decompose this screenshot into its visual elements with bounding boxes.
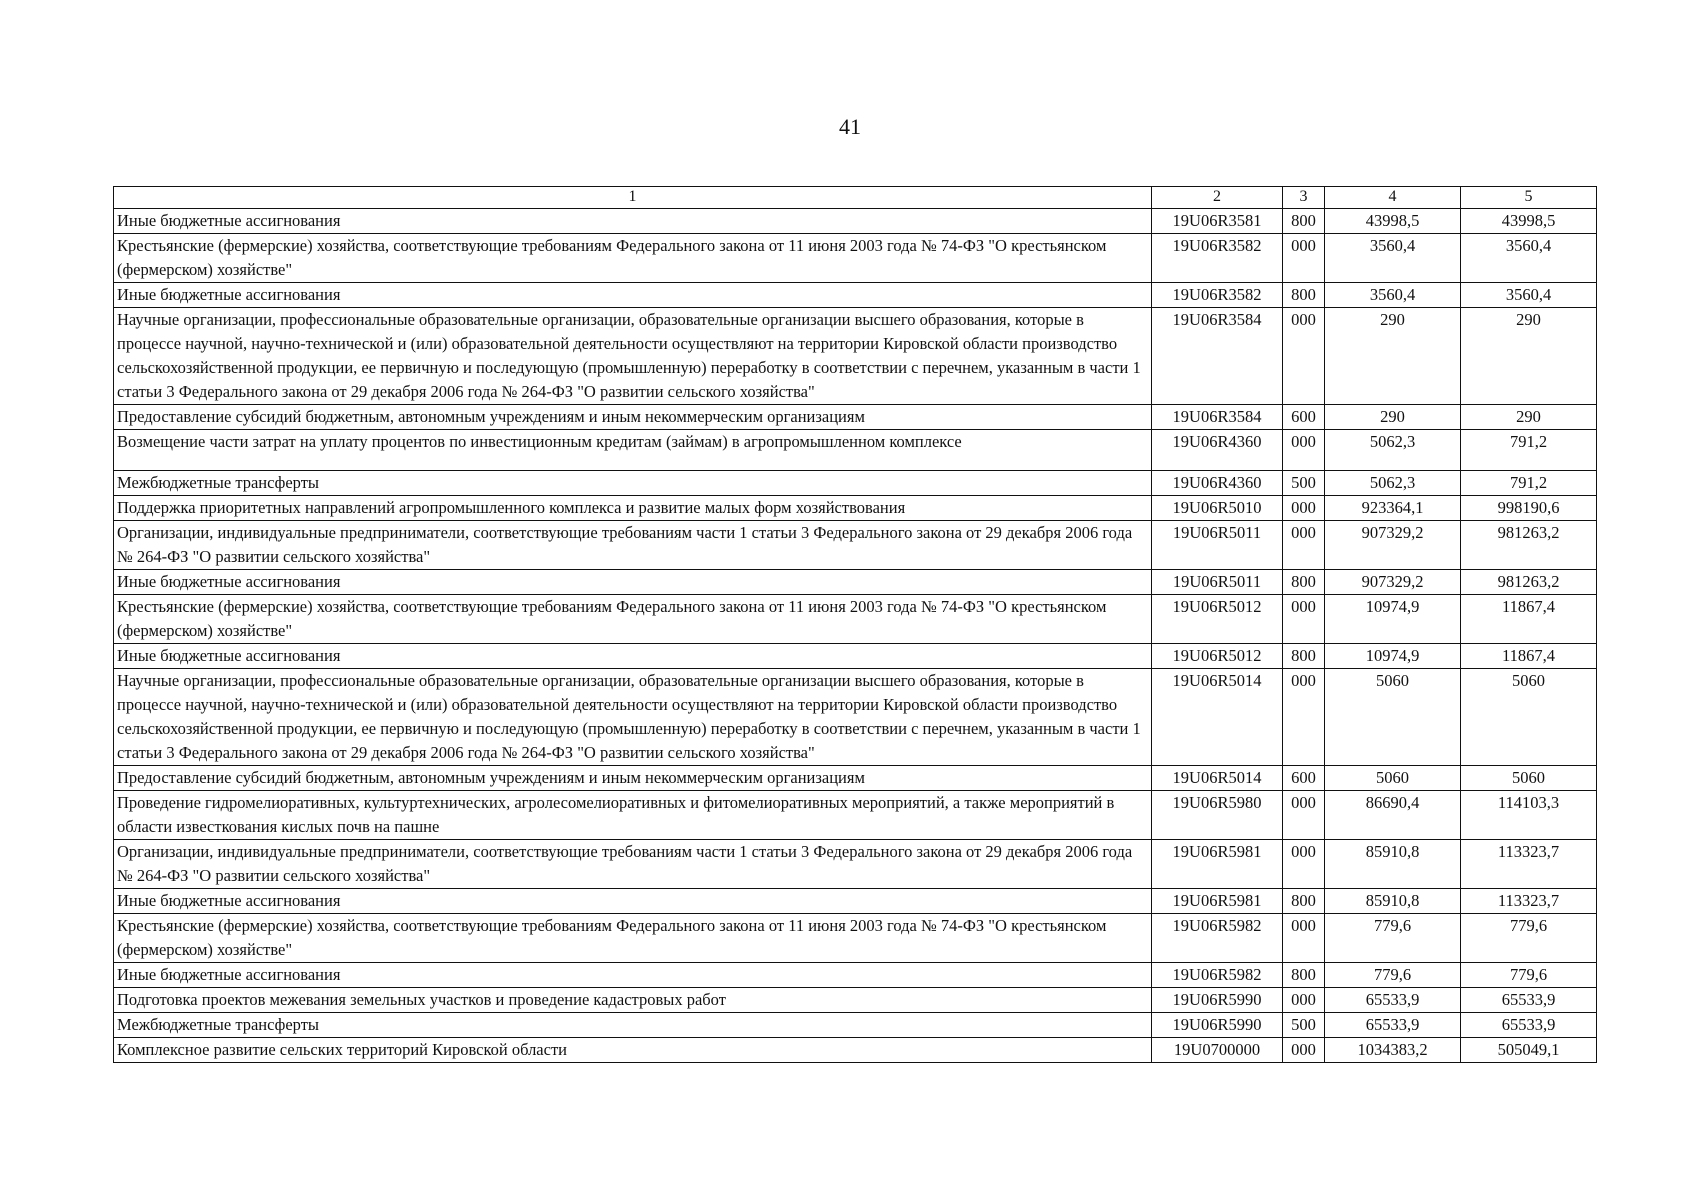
row-value-1: 65533,9 bbox=[1325, 1013, 1461, 1038]
row-name: Крестьянские (фермерские) хозяйства, соответствующие требованиям Федерального закона от 11 июня 2003 года № 74-ФЗ "О крестьянском (фермерском) хозяйстве" bbox=[114, 914, 1152, 963]
row-value-2: 11867,4 bbox=[1461, 595, 1597, 644]
row-name: Поддержка приоритетных направлений агропромышленного комплекса и развитие малых форм хозяйствования bbox=[114, 496, 1152, 521]
row-value-2: 3560,4 bbox=[1461, 234, 1597, 283]
row-name: Возмещение части затрат на уплату процентов по инвестиционным кредитам (займам) в агропромышленном комплексе bbox=[114, 430, 1152, 471]
row-value-1: 5062,3 bbox=[1325, 471, 1461, 496]
row-value-1: 1034383,2 bbox=[1325, 1038, 1461, 1063]
row-code: 19U06R5982 bbox=[1152, 963, 1283, 988]
row-value-1: 779,6 bbox=[1325, 963, 1461, 988]
row-value-2: 65533,9 bbox=[1461, 1013, 1597, 1038]
row-value-2: 3560,4 bbox=[1461, 283, 1597, 308]
row-name: Межбюджетные трансферты bbox=[114, 1013, 1152, 1038]
row-value-1: 907329,2 bbox=[1325, 570, 1461, 595]
row-value-1: 5060 bbox=[1325, 669, 1461, 766]
row-type: 000 bbox=[1283, 840, 1325, 889]
row-code: 19U06R3584 bbox=[1152, 308, 1283, 405]
row-type: 000 bbox=[1283, 988, 1325, 1013]
table-row bbox=[114, 889, 1597, 914]
row-type: 000 bbox=[1283, 308, 1325, 405]
row-value-1: 5062,3 bbox=[1325, 430, 1461, 471]
table-row bbox=[114, 1013, 1597, 1038]
header-col-2: 2 bbox=[1152, 187, 1283, 209]
row-value-1: 3560,4 bbox=[1325, 234, 1461, 283]
table-row bbox=[114, 644, 1597, 669]
table-row bbox=[114, 283, 1597, 308]
table-row bbox=[114, 669, 1597, 766]
row-value-1: 907329,2 bbox=[1325, 521, 1461, 570]
row-type: 800 bbox=[1283, 283, 1325, 308]
row-value-1: 5060 bbox=[1325, 766, 1461, 791]
table-row bbox=[114, 471, 1597, 496]
table-row bbox=[114, 234, 1597, 283]
header-col-3: 3 bbox=[1283, 187, 1325, 209]
row-code: 19U06R3584 bbox=[1152, 405, 1283, 430]
row-type: 800 bbox=[1283, 644, 1325, 669]
row-value-2: 5060 bbox=[1461, 669, 1597, 766]
table-row bbox=[114, 1038, 1597, 1063]
row-name: Иные бюджетные ассигнования bbox=[114, 644, 1152, 669]
row-name: Иные бюджетные ассигнования bbox=[114, 283, 1152, 308]
row-value-1: 85910,8 bbox=[1325, 889, 1461, 914]
row-code: 19U06R5980 bbox=[1152, 791, 1283, 840]
row-code: 19U06R4360 bbox=[1152, 430, 1283, 471]
row-code: 19U06R4360 bbox=[1152, 471, 1283, 496]
table-row bbox=[114, 595, 1597, 644]
row-name: Межбюджетные трансферты bbox=[114, 471, 1152, 496]
table-row bbox=[114, 791, 1597, 840]
row-code: 19U06R3581 bbox=[1152, 209, 1283, 234]
row-name: Подготовка проектов межевания земельных участков и проведение кадастровых работ bbox=[114, 988, 1152, 1013]
table-row bbox=[114, 963, 1597, 988]
table-row bbox=[114, 570, 1597, 595]
row-name: Комплексное развитие сельских территорий Кировской области bbox=[114, 1038, 1152, 1063]
header-col-1: 1 bbox=[114, 187, 1152, 209]
row-name: Иные бюджетные ассигнования bbox=[114, 889, 1152, 914]
row-type: 000 bbox=[1283, 914, 1325, 963]
row-type: 600 bbox=[1283, 766, 1325, 791]
row-value-2: 113323,7 bbox=[1461, 840, 1597, 889]
row-value-2: 290 bbox=[1461, 405, 1597, 430]
row-code: 19U06R5011 bbox=[1152, 521, 1283, 570]
row-value-2: 998190,6 bbox=[1461, 496, 1597, 521]
table-row bbox=[114, 209, 1597, 234]
table-header-row bbox=[114, 187, 1597, 209]
row-name: Крестьянские (фермерские) хозяйства, соответствующие требованиям Федерального закона от 11 июня 2003 года № 74-ФЗ "О крестьянском (фермерском) хозяйстве" bbox=[114, 595, 1152, 644]
row-value-2: 114103,3 bbox=[1461, 791, 1597, 840]
row-code: 19U06R5014 bbox=[1152, 766, 1283, 791]
row-value-2: 981263,2 bbox=[1461, 521, 1597, 570]
row-type: 800 bbox=[1283, 889, 1325, 914]
row-type: 000 bbox=[1283, 521, 1325, 570]
row-type: 500 bbox=[1283, 471, 1325, 496]
table-row bbox=[114, 521, 1597, 570]
row-value-1: 290 bbox=[1325, 405, 1461, 430]
row-value-1: 85910,8 bbox=[1325, 840, 1461, 889]
table-row bbox=[114, 496, 1597, 521]
row-code: 19U06R5011 bbox=[1152, 570, 1283, 595]
row-code: 19U06R5981 bbox=[1152, 840, 1283, 889]
row-value-1: 43998,5 bbox=[1325, 209, 1461, 234]
row-code: 19U06R5982 bbox=[1152, 914, 1283, 963]
table-row bbox=[114, 308, 1597, 405]
row-value-2: 981263,2 bbox=[1461, 570, 1597, 595]
row-type: 800 bbox=[1283, 209, 1325, 234]
row-value-1: 65533,9 bbox=[1325, 988, 1461, 1013]
row-value-2: 290 bbox=[1461, 308, 1597, 405]
table-row bbox=[114, 430, 1597, 471]
row-value-2: 113323,7 bbox=[1461, 889, 1597, 914]
row-type: 000 bbox=[1283, 669, 1325, 766]
row-type: 800 bbox=[1283, 570, 1325, 595]
row-value-1: 10974,9 bbox=[1325, 644, 1461, 669]
row-code: 19U0700000 bbox=[1152, 1038, 1283, 1063]
row-value-2: 43998,5 bbox=[1461, 209, 1597, 234]
row-value-1: 923364,1 bbox=[1325, 496, 1461, 521]
row-code: 19U06R5012 bbox=[1152, 644, 1283, 669]
row-value-2: 791,2 bbox=[1461, 471, 1597, 496]
row-name: Научные организации, профессиональные образовательные организации, образовательные организации высшего образования, которые в процессе научной, научно-технической и (или) образовательной деятельности осуществляют на территории Кировской области производство сельскохозяйственной продукции, ее первичную и последующую (промышленную) переработку в соответствии с перечнем, указанным в части 1 статьи 3 Федерального закона от 29 декабря 2006 года № 264-ФЗ "О развитии сельского хозяйства" bbox=[114, 669, 1152, 766]
budget-table bbox=[113, 186, 1597, 1063]
row-value-2: 779,6 bbox=[1461, 963, 1597, 988]
row-code: 19U06R5014 bbox=[1152, 669, 1283, 766]
row-name: Научные организации, профессиональные образовательные организации, образовательные организации высшего образования, которые в процессе научной, научно-технической и (или) образовательной деятельности осуществляют на территории Кировской области производство сельскохозяйственной продукции, ее первичную и последующую (промышленную) переработку в соответствии с перечнем, указанным в части 1 статьи 3 Федерального закона от 29 декабря 2006 года № 264-ФЗ "О развитии сельского хозяйства" bbox=[114, 308, 1152, 405]
row-code: 19U06R5010 bbox=[1152, 496, 1283, 521]
row-name: Крестьянские (фермерские) хозяйства, соответствующие требованиям Федерального закона от 11 июня 2003 года № 74-ФЗ "О крестьянском (фермерском) хозяйстве" bbox=[114, 234, 1152, 283]
row-type: 000 bbox=[1283, 1038, 1325, 1063]
row-value-2: 5060 bbox=[1461, 766, 1597, 791]
row-value-2: 11867,4 bbox=[1461, 644, 1597, 669]
row-type: 000 bbox=[1283, 430, 1325, 471]
table-row bbox=[114, 766, 1597, 791]
table-row bbox=[114, 405, 1597, 430]
row-value-1: 290 bbox=[1325, 308, 1461, 405]
row-code: 19U06R5012 bbox=[1152, 595, 1283, 644]
header-col-4: 4 bbox=[1325, 187, 1461, 209]
row-name: Организации, индивидуальные предприниматели, соответствующие требованиям части 1 статьи 3 Федерального закона от 29 декабря 2006 года № 264-ФЗ "О развитии сельского хозяйства" bbox=[114, 840, 1152, 889]
table-row bbox=[114, 840, 1597, 889]
row-value-2: 505049,1 bbox=[1461, 1038, 1597, 1063]
row-value-2: 791,2 bbox=[1461, 430, 1597, 471]
row-value-2: 65533,9 bbox=[1461, 988, 1597, 1013]
row-type: 600 bbox=[1283, 405, 1325, 430]
row-type: 000 bbox=[1283, 496, 1325, 521]
row-value-1: 779,6 bbox=[1325, 914, 1461, 963]
row-value-1: 10974,9 bbox=[1325, 595, 1461, 644]
row-value-2: 779,6 bbox=[1461, 914, 1597, 963]
row-value-1: 3560,4 bbox=[1325, 283, 1461, 308]
row-code: 19U06R5990 bbox=[1152, 1013, 1283, 1038]
table-row bbox=[114, 914, 1597, 963]
row-name: Организации, индивидуальные предприниматели, соответствующие требованиям части 1 статьи 3 Федерального закона от 29 декабря 2006 года № 264-ФЗ "О развитии сельского хозяйства" bbox=[114, 521, 1152, 570]
row-name: Предоставление субсидий бюджетным, автономным учреждениям и иным некоммерческим организациям bbox=[114, 405, 1152, 430]
row-name: Проведение гидромелиоративных, культуртехнических, агролесомелиоративных и фитомелиоративных мероприятий, а также мероприятий в области известкования кислых почв на пашне bbox=[114, 791, 1152, 840]
row-name: Иные бюджетные ассигнования bbox=[114, 963, 1152, 988]
row-type: 000 bbox=[1283, 234, 1325, 283]
row-name: Предоставление субсидий бюджетным, автономным учреждениям и иным некоммерческим организациям bbox=[114, 766, 1152, 791]
row-code: 19U06R3582 bbox=[1152, 234, 1283, 283]
table-row bbox=[114, 988, 1597, 1013]
row-value-1: 86690,4 bbox=[1325, 791, 1461, 840]
row-code: 19U06R5981 bbox=[1152, 889, 1283, 914]
row-type: 800 bbox=[1283, 963, 1325, 988]
row-name: Иные бюджетные ассигнования bbox=[114, 570, 1152, 595]
row-name: Иные бюджетные ассигнования bbox=[114, 209, 1152, 234]
page-number: 41 bbox=[839, 114, 861, 139]
row-code: 19U06R3582 bbox=[1152, 283, 1283, 308]
header-col-5: 5 bbox=[1461, 187, 1597, 209]
row-type: 000 bbox=[1283, 791, 1325, 840]
row-type: 000 bbox=[1283, 595, 1325, 644]
row-type: 500 bbox=[1283, 1013, 1325, 1038]
row-code: 19U06R5990 bbox=[1152, 988, 1283, 1013]
